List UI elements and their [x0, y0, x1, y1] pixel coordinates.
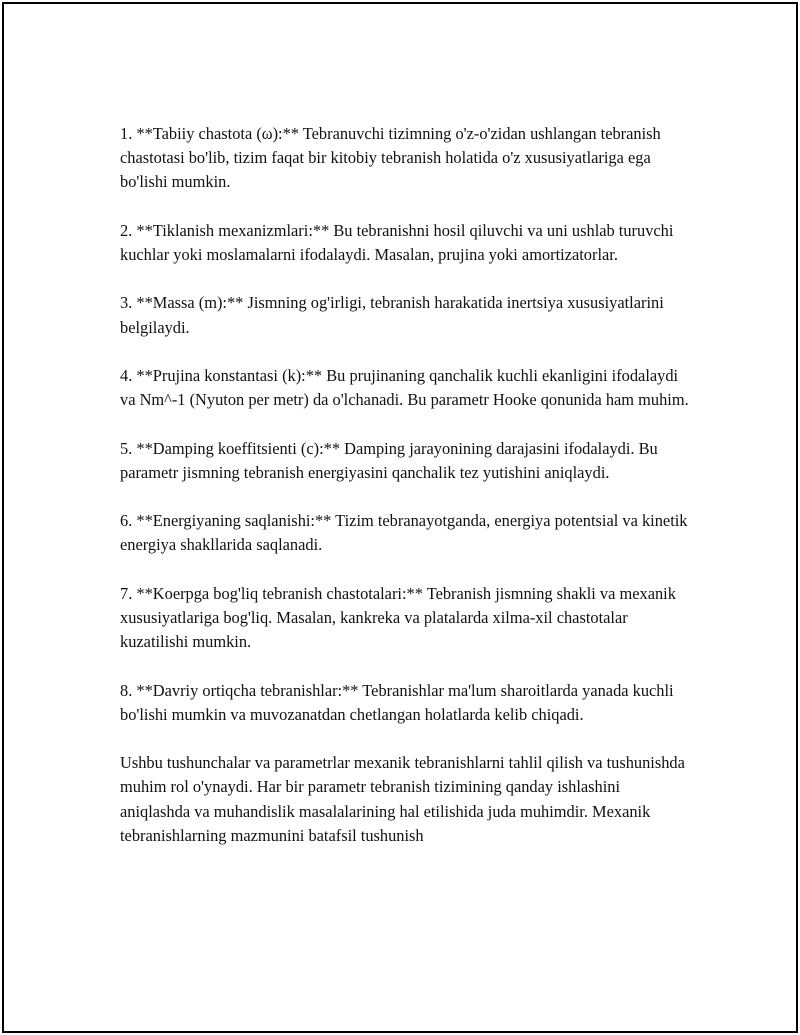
- paragraph-restoring-mechanisms: 2. **Tiklanish mexanizmlari:** Bu tebranishni hosil qiluvchi va uni ushlab turuvchi kuchlar yoki moslamalarni ifodalaydi. Masalan, prujina yoki amortizatorlar.: [120, 220, 674, 264]
- paragraph-spring-constant: 4. **Prujina konstantasi (k):** Bu prujinaning qanchalik kuchli ekanligini ifodalaydi va Nm^-1 (Nyuton per metr) da o'lchanadi. Bu parametr Hooke qonunida ham muhim.: [120, 365, 689, 410]
- paragraph-periodic-excess-vibrations: 8. **Davriy ortiqcha tebranishlar:** Tebranishlar ma'lum sharoitlarda yanada kuchli bo'lishi mumkin va muvozanatdan chetlangan holatlarda kelib chiqadi.: [120, 680, 674, 724]
- document-page: [2, 2, 798, 1033]
- paragraph-energy-conservation: 6. **Energiyaning saqlanishi:** Tizim tebranayotganda, energiya potentsial va kinetik energiya shakllarida saqlanadi.: [120, 511, 688, 555]
- paragraph-conclusion: Ushbu tushunchalar va parametrlar mexanik tebranishlarni tahlil qilish va tushunishda muhim rol o'ynaydi. Har bir parametr tebranish tizimining qanday ishlashini aniqlashda va muhandislik masalalarining hal etilishida juda muhimdir. Mexanik tebranishlarning mazmunini batafsil tushunish: [120, 753, 685, 845]
- paragraph-damping-coefficient: 5. **Damping koeffitsienti (c):** Damping jarayonining darajasini ifodalaydi. Bu parametr jismning tebranish energiyasini qanchalik tez yutishini aniqlaydi.: [120, 438, 658, 482]
- document-body: [120, 122, 692, 872]
- paragraph-mass: 3. **Massa (m):** Jismning og'irligi, tebranish harakatida inertsiya xususiyatlarini belgilaydi.: [120, 293, 664, 337]
- paragraph-shape-dependent-frequencies: 7. **Koerpga bog'liq tebranish chastotalari:** Tebranish jismning shakli va mexanik xususiyatlariga bog'liq. Masalan, kankreka va platalarda xilma-xil chastotalar kuzatilishi mumkin.: [120, 583, 676, 652]
- paragraph-natural-frequency: 1. **Tabiiy chastota (ω):** Tebranuvchi tizimning o'z-o'zidan ushlangan tebranish chastotasi bo'lib, tizim faqat bir kitobiy tebranish holatida o'z xususiyatlariga ega bo'lishi mumkin.: [120, 124, 661, 192]
